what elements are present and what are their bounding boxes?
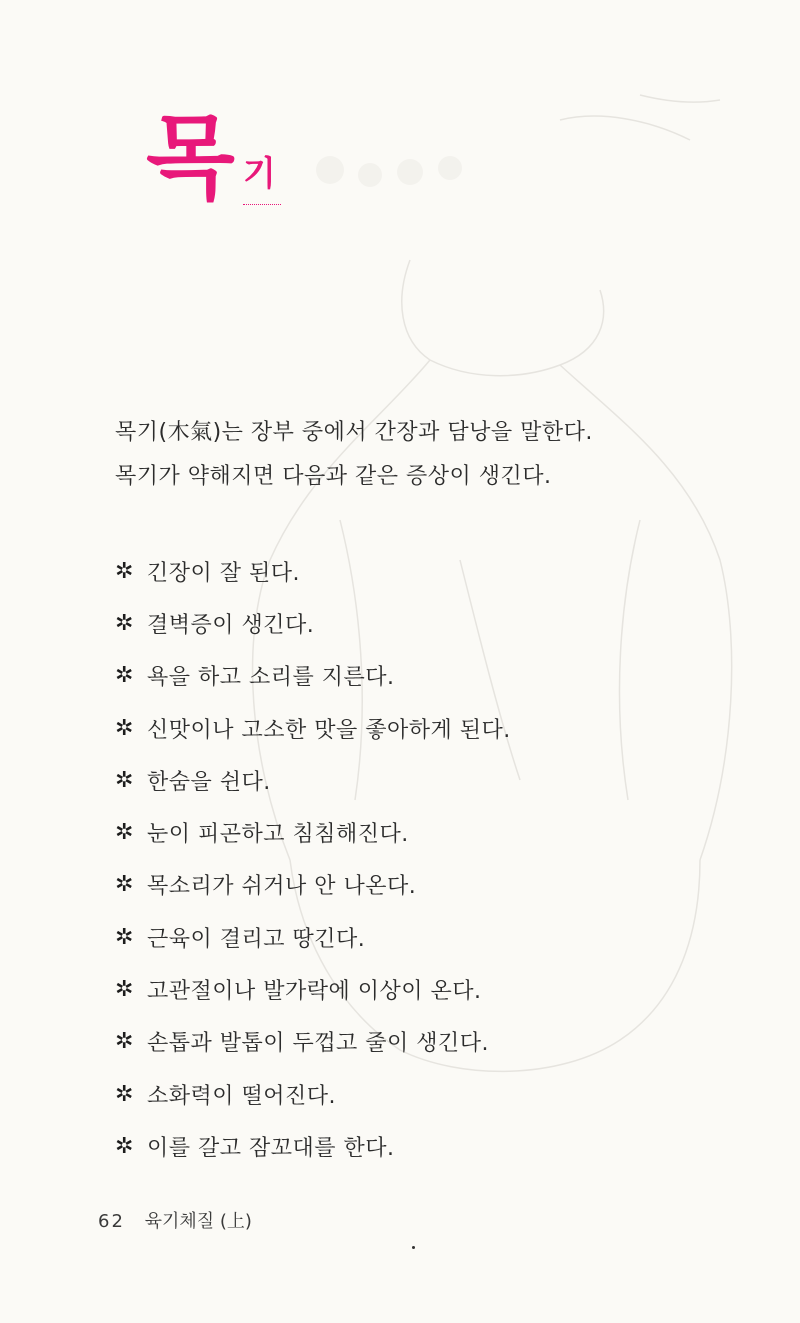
chapter-title-sub: 기 xyxy=(243,154,276,194)
page-number: 62 xyxy=(98,1211,125,1232)
list-item xyxy=(115,1016,755,1068)
intro-line: 목기(木氣)는 장부 중에서 간장과 담낭을 말한다. xyxy=(115,420,593,445)
list-item xyxy=(115,963,755,1015)
symptom-list xyxy=(115,545,755,1173)
page-footer xyxy=(98,1208,252,1236)
asterisk-bullet-icon: ✲ xyxy=(115,924,134,950)
list-item xyxy=(115,754,755,806)
symptom-text: 신맛이나 고소한 맛을 좋아하게 된다. xyxy=(147,717,511,743)
asterisk-bullet-icon: ✲ xyxy=(115,558,134,584)
chapter-title-main: 목 xyxy=(146,105,233,212)
symptom-text: 눈이 피곤하고 침침해진다. xyxy=(147,822,409,848)
asterisk-bullet-icon: ✲ xyxy=(115,663,134,689)
asterisk-bullet-icon: ✲ xyxy=(115,1133,134,1159)
asterisk-bullet-icon: ✲ xyxy=(115,767,134,793)
symptom-text: 한숨을 쉰다. xyxy=(147,769,271,795)
list-item xyxy=(115,806,755,858)
list-item xyxy=(115,859,755,911)
list-item xyxy=(115,650,755,702)
asterisk-bullet-icon: ✲ xyxy=(115,820,134,846)
list-item xyxy=(115,1120,755,1172)
asterisk-bullet-icon: ✲ xyxy=(115,872,134,898)
list-item xyxy=(115,1068,755,1120)
asterisk-bullet-icon: ✲ xyxy=(115,715,134,741)
symptom-text: 소화력이 떨어진다. xyxy=(147,1083,337,1109)
print-speck xyxy=(412,1246,415,1249)
asterisk-bullet-icon: ✲ xyxy=(115,977,134,1003)
book-title: 육기체질 (上) xyxy=(144,1211,252,1232)
asterisk-bullet-icon: ✲ xyxy=(115,610,134,636)
symptom-text: 긴장이 잘 된다. xyxy=(147,560,300,586)
symptom-text: 근육이 결리고 땅긴다. xyxy=(147,926,366,952)
list-item xyxy=(115,911,755,963)
symptom-text: 고관절이나 발가락에 이상이 온다. xyxy=(147,979,482,1005)
title-dotted-underline xyxy=(243,204,281,205)
asterisk-bullet-icon: ✲ xyxy=(115,1029,134,1055)
intro-paragraph xyxy=(115,411,755,499)
list-item xyxy=(115,597,755,649)
intro-line: 목기가 약해지면 다음과 같은 증상이 생긴다. xyxy=(115,464,552,489)
symptom-text: 손톱과 발톱이 두껍고 줄이 생긴다. xyxy=(147,1031,489,1057)
symptom-text: 이를 갈고 잠꼬대를 한다. xyxy=(147,1135,395,1161)
list-item xyxy=(115,545,755,597)
symptom-text: 욕을 하고 소리를 지른다. xyxy=(147,665,395,691)
asterisk-bullet-icon: ✲ xyxy=(115,1081,134,1107)
symptom-text: 결벽증이 생긴다. xyxy=(147,612,315,638)
list-item xyxy=(115,702,755,754)
symptom-text: 목소리가 쉬거나 안 나온다. xyxy=(147,874,417,900)
